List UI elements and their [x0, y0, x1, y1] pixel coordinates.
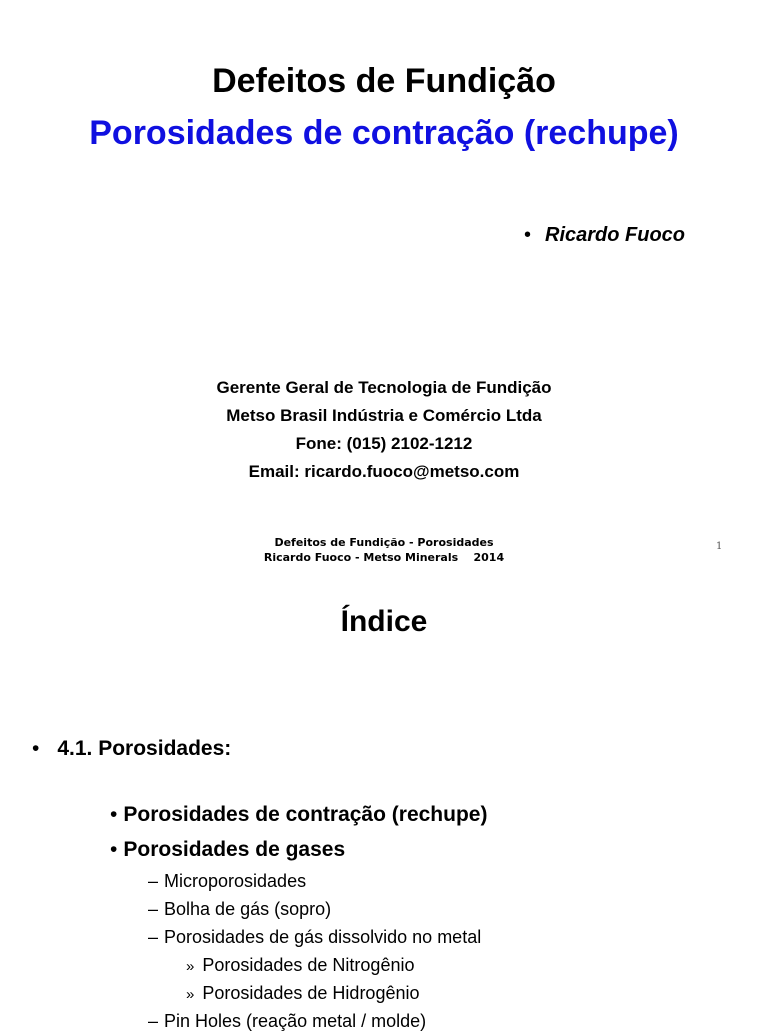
- sub-list-item-label: Bolha de gás (sopro): [164, 899, 332, 919]
- sub-list-item-label: Pin Holes (reação metal / molde): [164, 1011, 427, 1031]
- chevron-icon: »: [186, 986, 195, 1003]
- sub-list-item: [148, 1011, 426, 1032]
- contact-block: [0, 374, 768, 486]
- sub-sub-list-item: [186, 955, 414, 976]
- contact-role: Gerente Geral de Tecnologia de Fundição: [216, 378, 552, 397]
- list-item: [110, 803, 487, 827]
- dash-icon: –: [148, 1011, 159, 1031]
- author-name: Ricardo Fuoco: [545, 224, 686, 246]
- sub-list-item: [148, 871, 306, 892]
- bullet-icon: •: [524, 224, 532, 246]
- list-item-label: Porosidades de gases: [123, 838, 346, 861]
- chevron-icon: »: [186, 958, 195, 975]
- dash-icon: –: [148, 927, 159, 947]
- sub-sub-list-item-label: Porosidades de Hidrogênio: [202, 983, 420, 1003]
- dash-icon: –: [148, 899, 159, 919]
- contact-company: Metso Brasil Indústria e Comércio Ltda: [226, 406, 542, 425]
- list-item-label: Porosidades de contração (rechupe): [123, 803, 488, 826]
- slide-2: [0, 575, 768, 1031]
- contact-email: Email: ricardo.fuoco@metso.com: [248, 462, 520, 481]
- dash-icon: –: [148, 871, 159, 891]
- bullet-icon: •: [32, 737, 40, 760]
- sub-list-item-label: Microporosidades: [164, 871, 307, 891]
- sub-list-item-label: Porosidades de gás dissolvido no metal: [164, 927, 482, 947]
- slide-title: Defeitos de Fundição: [212, 62, 556, 100]
- sub-sub-list-item-label: Porosidades de Nitrogênio: [202, 955, 415, 975]
- sub-sub-list-item: [186, 983, 420, 1004]
- slide-subtitle: Porosidades de contração (rechupe): [89, 114, 679, 152]
- index-title: Índice: [340, 605, 428, 638]
- footer-line-2: Ricardo Fuoco - Metso Minerals 2014: [263, 551, 505, 564]
- sub-list-item: [148, 899, 331, 920]
- section-bullet: [32, 737, 231, 761]
- author-bullet: [524, 224, 685, 247]
- page-number: 1: [716, 541, 723, 552]
- section-label: 4.1. Porosidades:: [57, 737, 232, 760]
- bullet-icon: •: [110, 838, 118, 861]
- sub-list-item: [148, 927, 481, 948]
- bullet-icon: •: [110, 803, 118, 826]
- slide-footer: [0, 535, 768, 565]
- footer-line-1: Defeitos de Fundição - Porosidades: [274, 536, 494, 549]
- list-item: [110, 838, 345, 862]
- contact-phone: Fone: (015) 2102-1212: [295, 434, 473, 453]
